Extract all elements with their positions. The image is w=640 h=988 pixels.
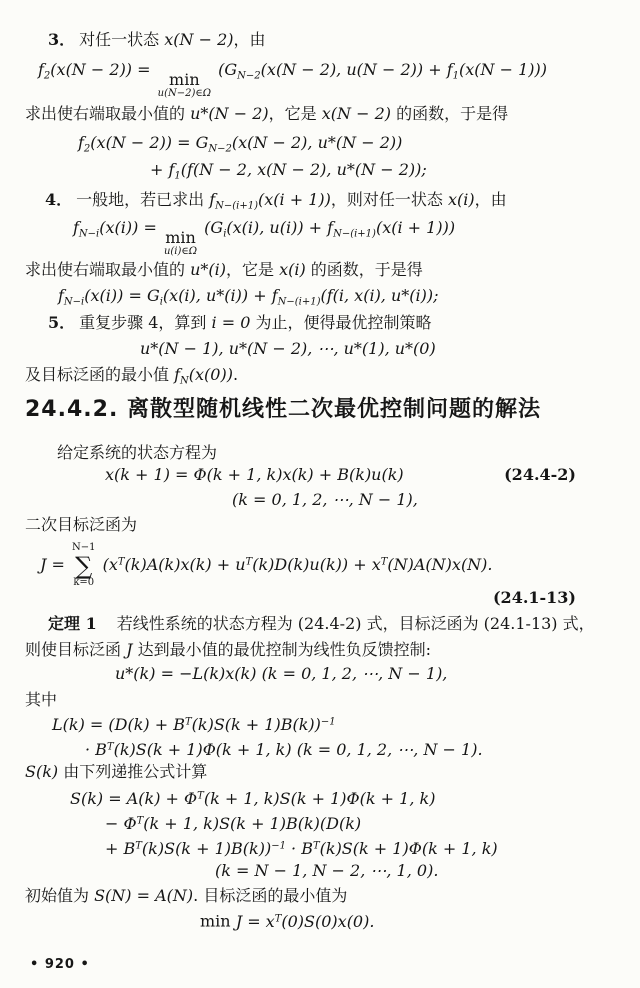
line-lead: 4． bbox=[45, 190, 73, 209]
page-number: • 920 • bbox=[30, 957, 90, 972]
text-find-u-i: 求出使右端取最小值的 u*(i)，它是 x(i) 的函数，于是得 bbox=[25, 260, 423, 279]
equation-number: (24.4-2) bbox=[504, 465, 576, 484]
formula-fni-result: $f_{N-i}(x(i)) = G_i(x(i)$, $u*(i)) + f_{N-(i+1)}(f(i$, x(i), u*(i)); bbox=[58, 286, 439, 308]
text-where: 其中 bbox=[25, 690, 58, 709]
formula-f2-min: $f_2(x(N - 2))$ = min u(N−2)∈Ω ($G_{N-2}(x(N - 2)$, $u(N - 2)) + f_1(x(N - 1))$) bbox=[38, 60, 548, 99]
theorem-1-cont: 则使目标泛函 J 达到最小值的最优控制为线性负反馈控制: bbox=[25, 640, 431, 659]
text-min-value: 及目标泛函的最小值 $f_N(x(0))$. bbox=[25, 365, 239, 387]
text-quadratic-functional: 二次目标泛函为 bbox=[25, 515, 138, 534]
line-lead: 5． bbox=[48, 313, 76, 332]
section-heading: 24.4.2. 离散型随机线性二次最优控制问题的解法 bbox=[25, 397, 541, 422]
formula-f2-result-2: + $f_1(f(N - 2$, x(N − 2), u*(N − 2)); bbox=[150, 160, 427, 182]
formula-L-line-1: $L(k) = (D(k) + B^T(k)S(k + 1)B(k))^{-1}$ bbox=[52, 714, 336, 734]
formula-S-line-1: $S(k) = A(k) + \Phi^T(k + 1$, k)S(k + 1)Φ(k + 1, k) bbox=[70, 788, 436, 808]
formula-state-equation bbox=[0, 463, 640, 487]
formula-state-eq-range: (k = 0, 1, 2, ⋯, N − 1), bbox=[232, 490, 418, 509]
formula-fni-min: $f_{N-i}(x(i))$ = min u(i)∈Ω ($G_i(x(i)$, $u(i)) + f_{N-(i+1)}(x(i + 1))$) bbox=[73, 218, 456, 257]
theorem-1: 定理 1 若线性系统的状态方程为 (24.4-2) 式，目标泛函为 (24.1-13) 式， bbox=[48, 614, 595, 633]
equation-number: (24.1-13) bbox=[492, 588, 576, 607]
line-lead: 定理 1 bbox=[48, 614, 97, 633]
formula-f2-result-1: $f_2(x(N - 2)) = G_{N-2}(x(N - 2)$, u*(N − 2)) bbox=[78, 133, 403, 155]
step-5-intro: 5． 重复步骤 4，算到 i = 0 为止，便得最优控制策略 bbox=[48, 313, 432, 332]
text-given-system: 给定系统的状态方程为 bbox=[57, 443, 218, 462]
line-text: x(k + 1) = Φ(k + 1, k)x(k) + B(k)u(k) bbox=[105, 465, 404, 484]
formula-L-line-2: · $B^T(k)S(k + 1)\Phi(k + 1$, k) (k = 0, 1, 2, ⋯, N − 1). bbox=[85, 739, 483, 759]
formula-control-sequence: u*(N − 1), u*(N − 2), ⋯, u*(1), u*(0) bbox=[140, 339, 436, 358]
formula-cost-functional: J = N−1 ∑ k=0 $(x^T(k)A(k)x(k) + u^T(k)D(k)u(k)) + x^T(N)A(N)x(N)$. bbox=[40, 542, 493, 588]
equation-number-24-1-13 bbox=[0, 586, 640, 610]
formula-optimal-control: u*(k) = −L(k)x(k) (k = 0, 1, 2, ⋯, N − 1), bbox=[115, 664, 448, 683]
text-initial-value: 初始值为 S(N) = A(N). 目标泛函的最小值为 bbox=[25, 886, 348, 905]
step-4-intro: 4． 一般地，若已求出 $f_{N-(i+1)}(x(i + 1))$，则对任一状态 x(i)，由 bbox=[45, 190, 507, 212]
formula-S-line-2: − $\Phi^T(k + 1$, k)S(k + 1)B(k)(D(k) bbox=[105, 813, 362, 833]
formula-S-line-3: + $B^T(k)S(k + 1)B(k))^{-1} \cdot B^T(k)S(k + 1)\Phi(k + 1$, k) bbox=[105, 838, 498, 858]
text-find-u-n2: 求出使右端取最小值的 u*(N − 2)，它是 x(N − 2) 的函数，于是得 bbox=[25, 104, 509, 123]
text-S-recursive: S(k) 由下列递推公式计算 bbox=[25, 762, 208, 781]
line-lead: 3． bbox=[48, 30, 76, 49]
step-3-intro: 3． 对任一状态 x(N − 2)，由 bbox=[48, 30, 266, 49]
formula-min-J: $\min J = x^T(0)S(0)x(0)$. bbox=[200, 911, 375, 931]
formula-S-range: (k = N − 1, N − 2, ⋯, 1, 0). bbox=[215, 861, 439, 880]
